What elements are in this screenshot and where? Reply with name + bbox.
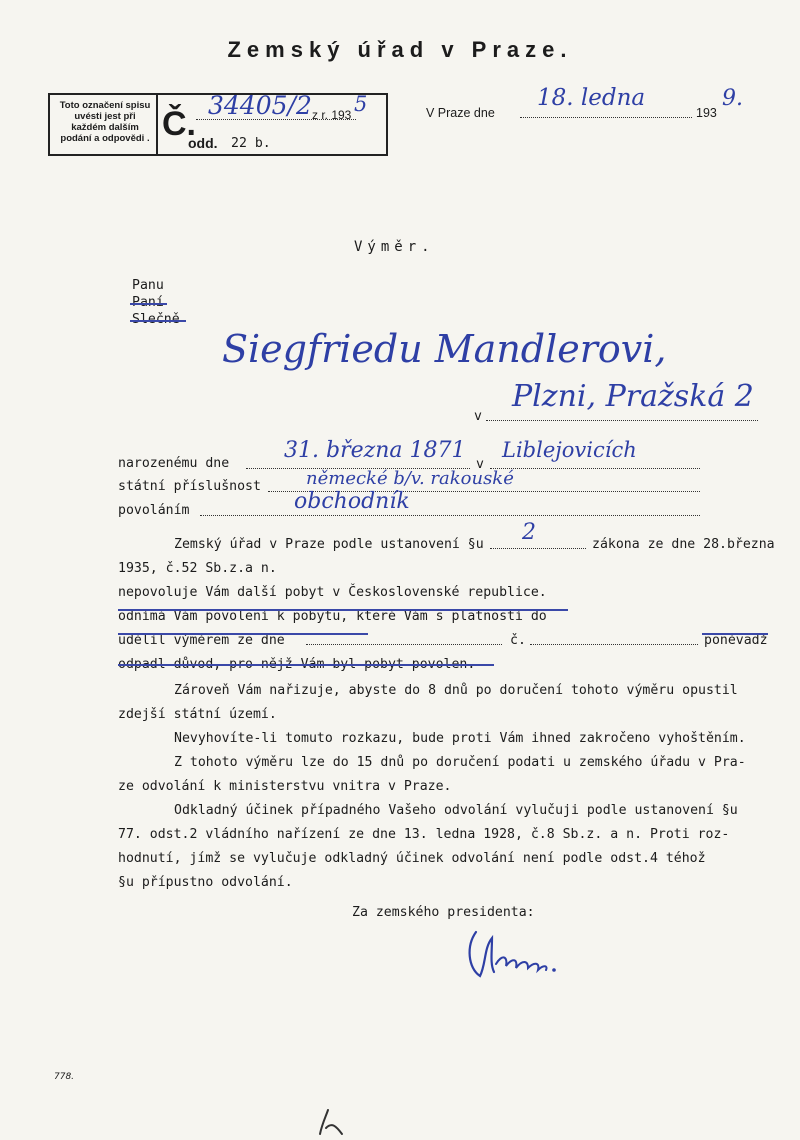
year-digit: 9. [722,86,743,111]
dept-value: 22 b. [231,136,271,151]
body-p1a: Zemský úřad v Praze podle ustanovení §u [174,537,484,552]
c-mark: Č. [162,105,196,143]
addressee-name: Siegfriedu Mandlerovi, [222,327,667,371]
body-p3a: odnímá Vám povolení k pobytu, které Vám s platností do [118,609,547,624]
strike-p3c [118,664,494,666]
paragraph-number: 2 [522,520,536,545]
body-p3c: odpadl důvod, pro nějž Vám byl pobyt povolen. [118,657,476,672]
salutation-panu: Panu [132,278,164,293]
born-v: v [476,457,484,472]
ink-smudge [312,1106,352,1136]
year-suffix: 5 [354,92,368,116]
strike-slecne [130,320,186,322]
body-p3b2: č. [510,633,526,648]
body-p7a: Odkladný účinek případného Vašeho odvolání vylučuji podle ustanovení §u [174,803,738,818]
born-place: Liblejovicích [502,438,637,462]
body-p5: Nevyhovíte-li tomuto rozkazu, bude proti Vám ihned zakročeno vyhoštěním. [174,731,746,746]
body-p7b: 77. odst.2 vládního nařízení ze dne 13. ledna 1928, č.8 Sb.z. a n. Proti roz- [118,827,730,842]
year-prefix: z r. 193 [312,108,352,122]
reference-box [48,93,388,156]
reference-note: Toto označení spisu uvésti jest při každém dalším podání a odpovědi . [59,100,151,144]
born-date: 31. března 1871 [284,438,466,463]
dept-label: odd. [188,135,218,151]
salutation-slecne: Slečně [132,312,180,327]
place-label: V Praze dne [426,106,495,120]
citizenship-label: státní příslušnost [118,479,261,494]
signature-label: Za zemského presidenta: [352,905,535,920]
date-line [520,117,692,118]
form-number: 778. [54,1072,75,1082]
body-p6a: Z tohoto výměru lze do 15 dnů po doručení podati u zemského úřadu v Pra- [174,755,746,770]
address-line [486,420,758,421]
address-v: v [474,409,482,424]
body-p7c: hodnutí, jímž se vylučuje odkladný účinek odvolání není podle odst.4 téhož [118,851,706,866]
reference-number: 34405/2 [208,91,312,120]
born-label: narozenému dne [118,456,230,471]
handwritten-signature [462,924,572,984]
citizenship: německé b/v. rakouské [306,468,514,489]
strike-pani [130,303,167,305]
born-place-line [490,468,700,469]
body-p6b: ze odvolání k ministerstvu vnitra v Praze. [118,779,452,794]
body-p2: nepovoluje Vám další pobyt v Československé republice. [118,585,547,600]
body-p4a: Zároveň Vám nařizuje, abyste do 8 dnů po doručení tohoto výměru opustil [174,683,738,698]
salutation-pani: Paní [132,295,164,310]
strike-p3b-right [702,633,768,635]
body-p3b1: udělil výměrem ze dne [118,633,285,648]
occupation: obchodník [294,489,410,514]
body-p7d: §u přípustno odvolání. [118,875,293,890]
strike-p3b-left [118,633,368,635]
document-title: Výměr. [354,239,435,255]
body-p4b: zdejší státní území. [118,707,277,722]
office-title: Zemský úřad v Praze. [227,37,573,62]
body-p1b: zákona ze dne 28.března [592,537,775,552]
p3-number-line [530,644,698,645]
occupation-label: povoláním [118,503,190,518]
occupation-line [200,515,700,516]
paragraph-line [490,548,586,549]
strike-p3a [118,609,568,611]
body-p3b3: poněvadž [704,633,768,648]
body-p1c: 1935, č.52 Sb.z.a n. [118,561,277,576]
reference-divider [156,95,158,154]
document-date: 18. ledna [537,85,646,111]
year-label: 193 [696,106,717,120]
p3-date-line [306,644,502,645]
addressee-address: Plzni, Pražská 2 [512,379,754,414]
